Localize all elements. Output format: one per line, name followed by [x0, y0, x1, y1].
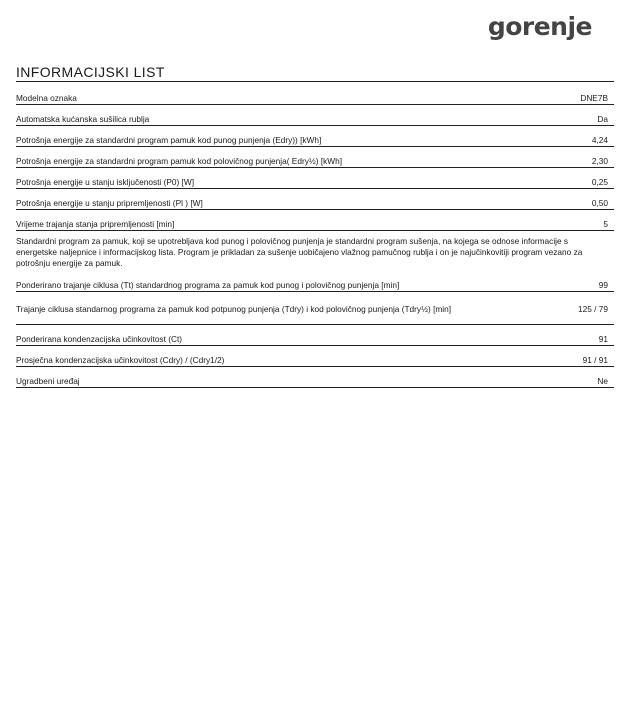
- page-title: INFORMACIJSKI LIST: [16, 64, 165, 80]
- table-row: [16, 292, 614, 325]
- row-value: 4,24: [591, 134, 608, 145]
- row-value: Ne: [597, 375, 608, 386]
- row-label: Potrošnja energije za standardni program pamuk kod punog punjenja (Edry)) [kWh]: [16, 134, 322, 145]
- table-row: [16, 346, 614, 367]
- row-label: Potrošnja energije u stanju isključenosti (P0) [W]: [16, 176, 195, 187]
- row-value: 2,30: [591, 155, 608, 166]
- row-value: 91 / 91: [582, 354, 608, 365]
- title-divider: [16, 81, 614, 82]
- row-label: Modelna oznaka: [16, 92, 77, 103]
- standard-program-note: Standardni program za pamuk, koji se upotrebljava kod punog i polovičnog punjenja je standardni program sušenja, na kojega se odnose informacije s energetske naljepnice i informacijskog lista. Program je prikladan za sušenje uobičajeno vlažnog pamučnog rublja i on je najučinkovitiji program vezano za potrošnju energije za pamuk.: [16, 236, 583, 268]
- row-label: Ponderirana kondenzacijska učinkovitost (Ct): [16, 333, 183, 344]
- table-row: [16, 189, 614, 210]
- row-value: 0,50: [591, 197, 608, 208]
- table-row: [16, 147, 614, 168]
- table-row: [16, 105, 614, 126]
- row-label: Vrijeme trajanja stanja pripremljenosti [min]: [16, 218, 175, 229]
- table-row: [16, 168, 614, 189]
- brand-logo: gorenje: [487, 12, 592, 41]
- row-value: 0,25: [591, 176, 608, 187]
- row-label: Ugradbeni uređaj: [16, 375, 80, 386]
- table-row: [16, 84, 614, 105]
- row-value: DNE7B: [580, 92, 608, 103]
- row-value: 5: [603, 218, 608, 229]
- info-table: [16, 84, 614, 388]
- row-value: 91: [598, 333, 608, 344]
- row-label: Potrošnja energije za standardni program pamuk kod polovičnog punjenja( Edry½) [kWh]: [16, 155, 343, 166]
- table-row: [16, 367, 614, 388]
- table-row: [16, 271, 614, 292]
- row-label: Trajanje ciklusa standarnog programa za pamuk kod potpunog punjenja (Tdry) i kod polovičnog punjenja (Tdry½) [min]: [16, 304, 452, 315]
- table-row: [16, 210, 614, 231]
- row-value: Da: [597, 113, 608, 124]
- table-row: [16, 325, 614, 346]
- row-label: Automatska kućanska sušilica rublja: [16, 113, 150, 124]
- row-value: 99: [598, 279, 608, 290]
- table-row: [16, 126, 614, 147]
- row-label: Ponderirano trajanje ciklusa (Tt) standardnog programa za pamuk kod punog i polovičnog punjenja [min]: [16, 279, 400, 290]
- row-label: Potrošnja energije u stanju pripremljenosti (Pl ) [W]: [16, 197, 203, 208]
- row-value: 125 / 79: [578, 304, 608, 315]
- row-label: Prosječna kondenzacijska učinkovitost (Cdry) / (Cdry1/2): [16, 354, 225, 365]
